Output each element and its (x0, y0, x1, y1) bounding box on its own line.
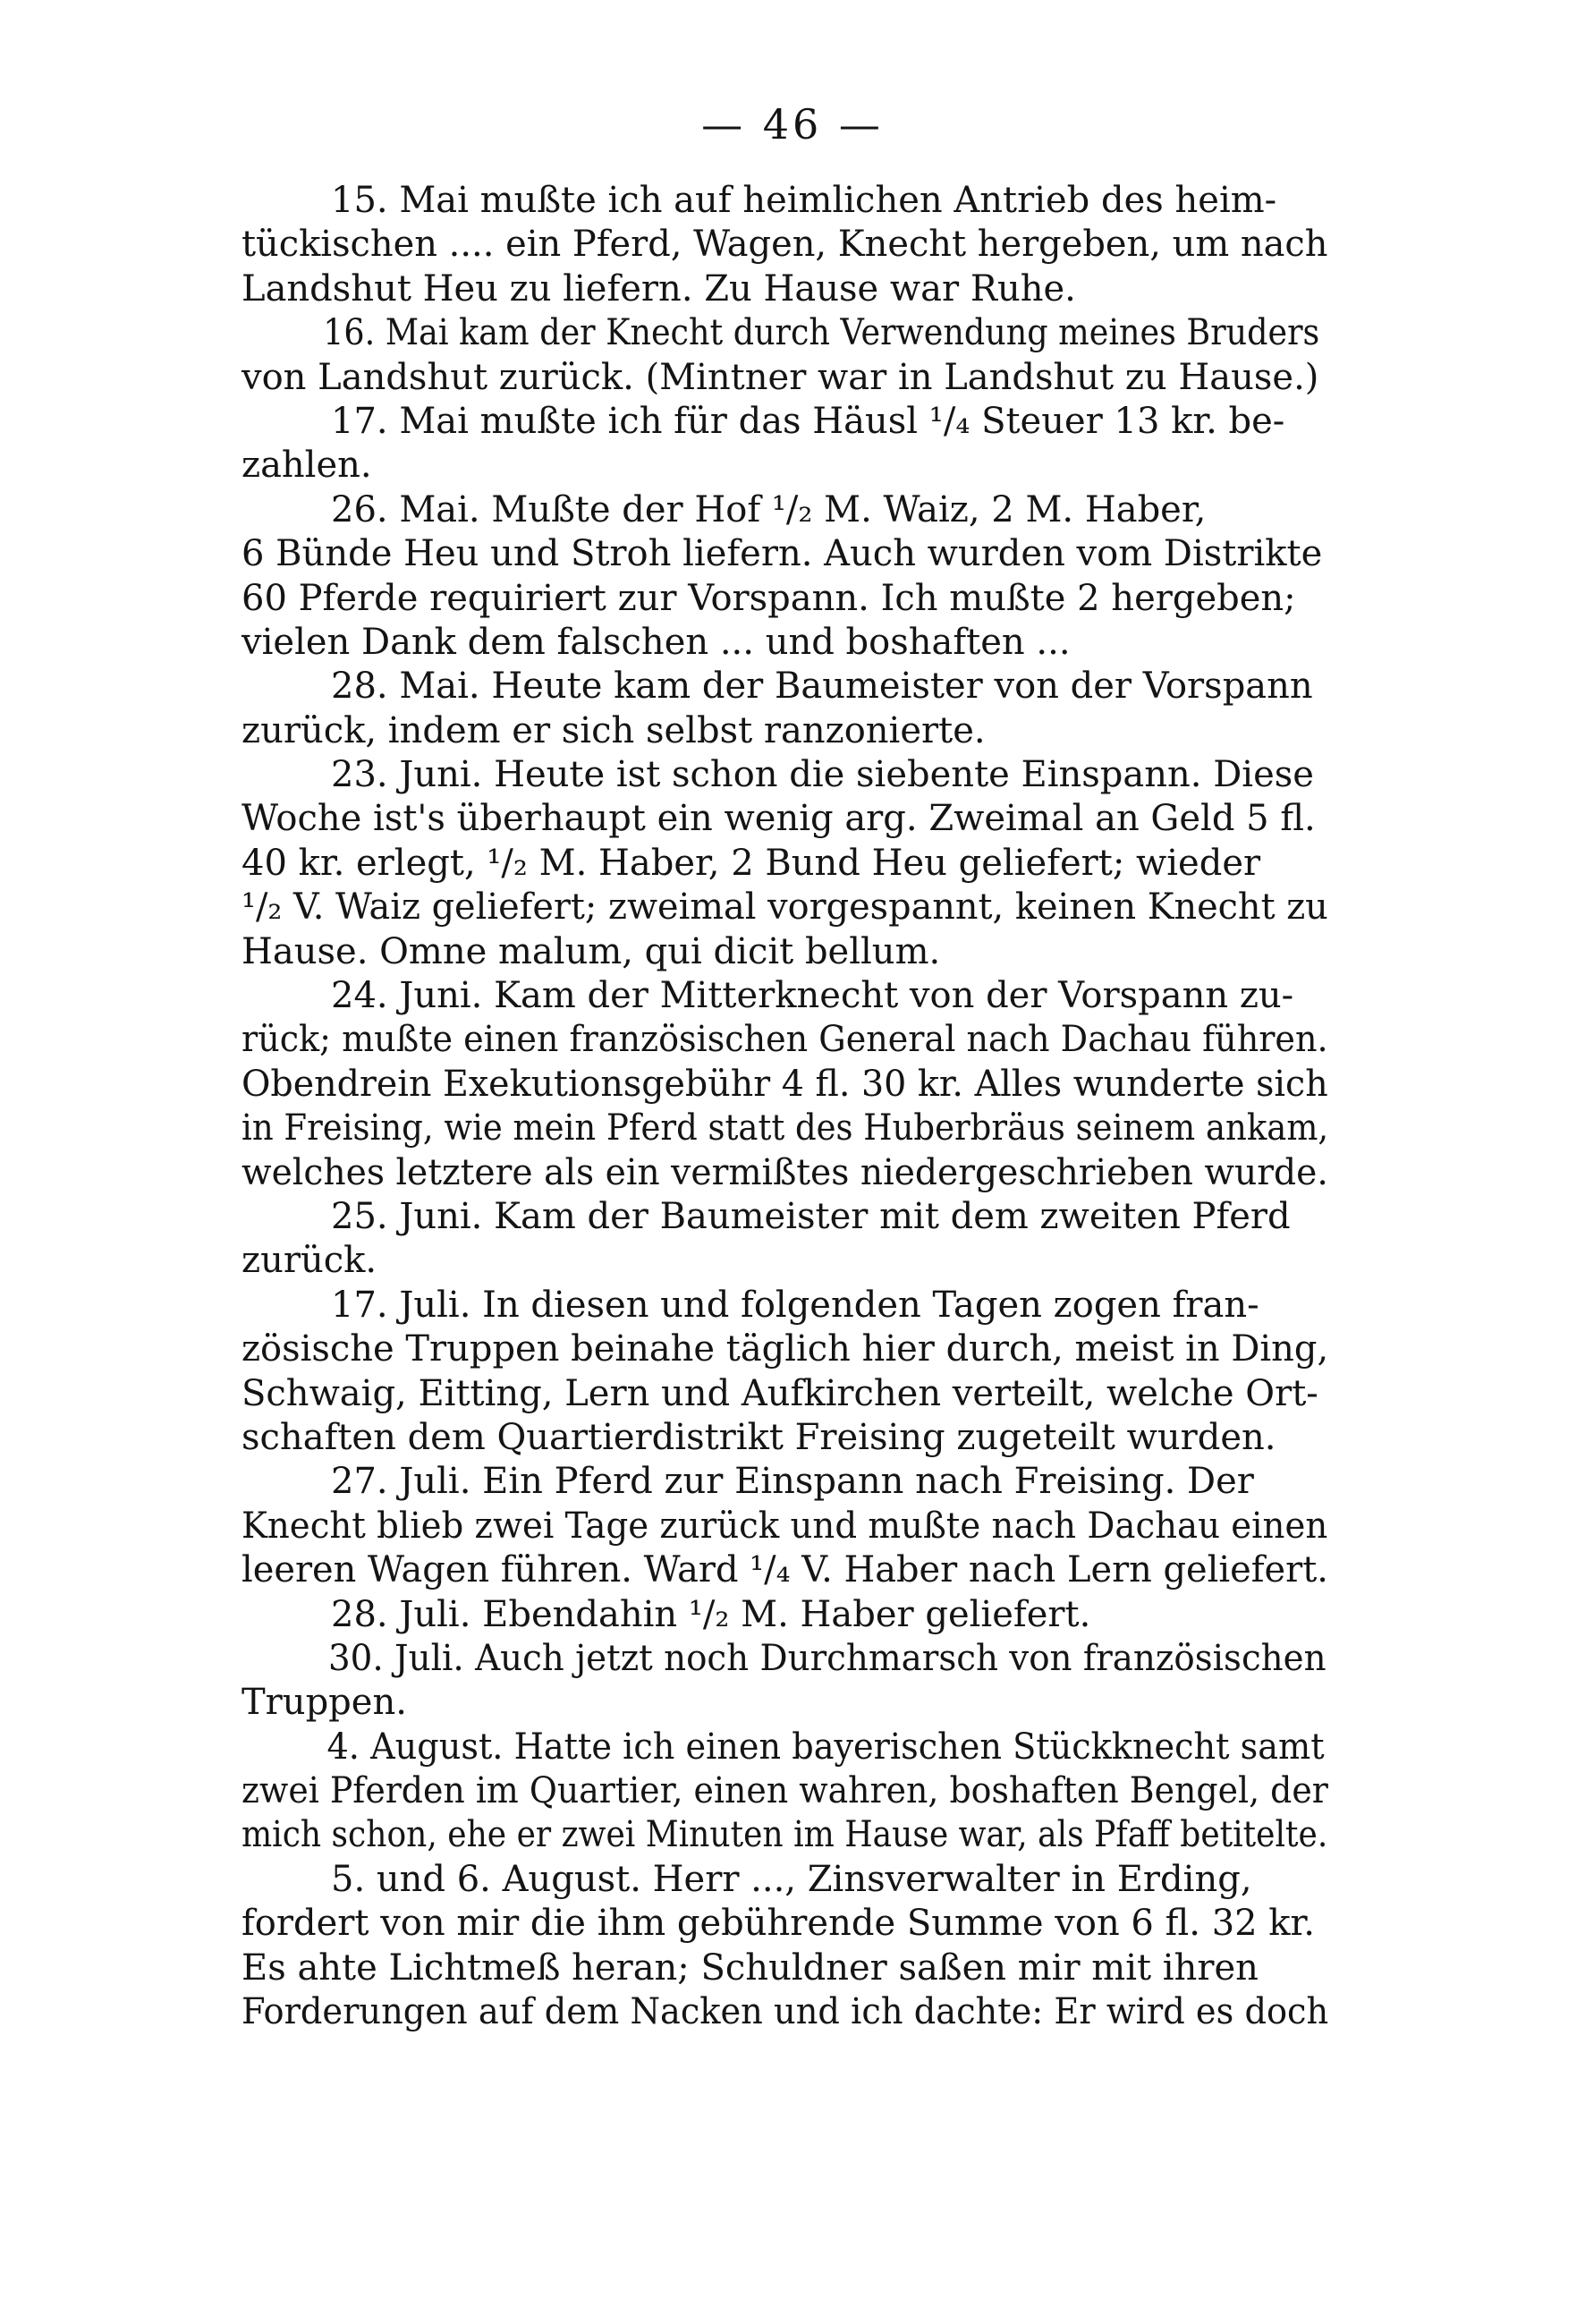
text-line: 27. Juli. Ein Pferd zur Einspann nach Freising. Der (331, 1461, 1254, 1503)
text-line: 6 Bünde Heu und Stroh liefern. Auch wurden vom Distrikte (242, 533, 1323, 575)
text-line: 16. Mai kam der Knecht durch Verwendung meines Bruders (323, 312, 1320, 354)
text-line: von Landshut zurück. (Mintner war in Landshut zu Hause.) (242, 356, 1319, 398)
text-line: in Freising, wie mein Pferd statt des Huberbräus seinem ankam, (242, 1107, 1329, 1149)
text-line: Obendrein Exekutionsgebühr 4 fl. 30 kr. Alles wunderte sich (242, 1063, 1328, 1105)
text-line: 17. Mai mußte ich für das Häusl ¹/₄ Steuer 13 kr. be- (331, 400, 1285, 442)
text-line: 28. Mai. Heute kam der Baumeister von der Vorspann (331, 666, 1313, 708)
text-line: 25. Juni. Kam der Baumeister mit dem zweiten Pferd (331, 1195, 1291, 1237)
body-text (242, 179, 1328, 2034)
text-line: zurück. (242, 1240, 377, 1282)
text-line: ¹/₂ V. Waiz geliefert; zweimal vorgespannt, keinen Knecht zu (242, 886, 1328, 929)
text-line: 28. Juli. Ebendahin ¹/₂ M. Haber geliefert. (331, 1593, 1091, 1635)
text-line: vielen Dank dem falschen ... und boshaften ... (242, 621, 1071, 663)
text-line: zösische Truppen beinahe täglich hier durch, meist in Ding, (242, 1328, 1329, 1370)
text-line: Schwaig, Eitting, Lern und Aufkirchen verteilt, welche Ort- (242, 1372, 1318, 1414)
text-line: Truppen. (242, 1682, 407, 1724)
text-line: leeren Wagen führen. Ward ¹/₄ V. Haber nach Lern geliefert. (242, 1549, 1328, 1591)
text-line: welches letztere als ein vermißtes niedergeschrieben wurde. (242, 1151, 1328, 1193)
text-line: zahlen. (242, 445, 372, 487)
text-line: Knecht blieb zwei Tage zurück und mußte nach Dachau einen (242, 1505, 1328, 1547)
text-line: 26. Mai. Mußte der Hof ¹/₂ M. Waiz, 2 M. Haber, (331, 488, 1207, 530)
page-number: — 46 — (701, 100, 884, 148)
text-line: 23. Juni. Heute ist schon die siebente Einspann. Diese (331, 754, 1314, 796)
text-line: Es ahte Lichtmeß heran; Schuldner saßen mir mit ihren (242, 1947, 1259, 1989)
text-line: rück; mußte einen französischen General nach Dachau führen. (242, 1019, 1328, 1061)
text-line: zurück, indem er sich selbst ranzonierte. (242, 709, 986, 751)
text-line: 4. August. Hatte ich einen bayerischen Stückknecht samt (326, 1726, 1325, 1768)
text-line: fordert von mir die ihm gebührende Summe von 6 fl. 32 kr. (242, 1903, 1315, 1945)
text-line: tückischen .... ein Pferd, Wagen, Knecht hergeben, um nach (242, 224, 1328, 266)
text-line: schaften dem Quartierdistrikt Freising zugeteilt wurden. (242, 1416, 1276, 1458)
text-line: Forderungen auf dem Nacken und ich dachte: Er wird es doch (242, 1991, 1329, 2033)
text-line: Hause. Omne malum, qui dicit bellum. (242, 930, 941, 972)
text-line: zwei Pferden im Quartier, einen wahren, boshaften Bengel, der (242, 1770, 1328, 1812)
text-line: Landshut Heu zu liefern. Zu Hause war Ruhe. (242, 267, 1076, 310)
text-line: 40 kr. erlegt, ¹/₂ M. Haber, 2 Bund Heu geliefert; wieder (242, 842, 1261, 884)
text-line: 5. und 6. August. Herr ..., Zinsverwalter in Erding, (331, 1858, 1252, 1900)
text-line: Woche ist's überhaupt ein wenig arg. Zweimal an Geld 5 fl. (242, 798, 1316, 840)
text-line: 15. Mai mußte ich auf heimlichen Antrieb des heim- (331, 180, 1277, 221)
text-line: 24. Juni. Kam der Mitterknecht von der Vorspann zu- (331, 975, 1294, 1017)
text-line: mich schon, ehe er zwei Minuten im Hause war, als Pfaff betitelte. (242, 1814, 1328, 1856)
text-line: 30. Juli. Auch jetzt noch Durchmarsch von französischen (328, 1637, 1326, 1679)
text-line: 60 Pferde requiriert zur Vorspann. Ich mußte 2 hergeben; (242, 577, 1296, 619)
text-line: 17. Juli. In diesen und folgenden Tagen zogen fran- (331, 1284, 1259, 1326)
